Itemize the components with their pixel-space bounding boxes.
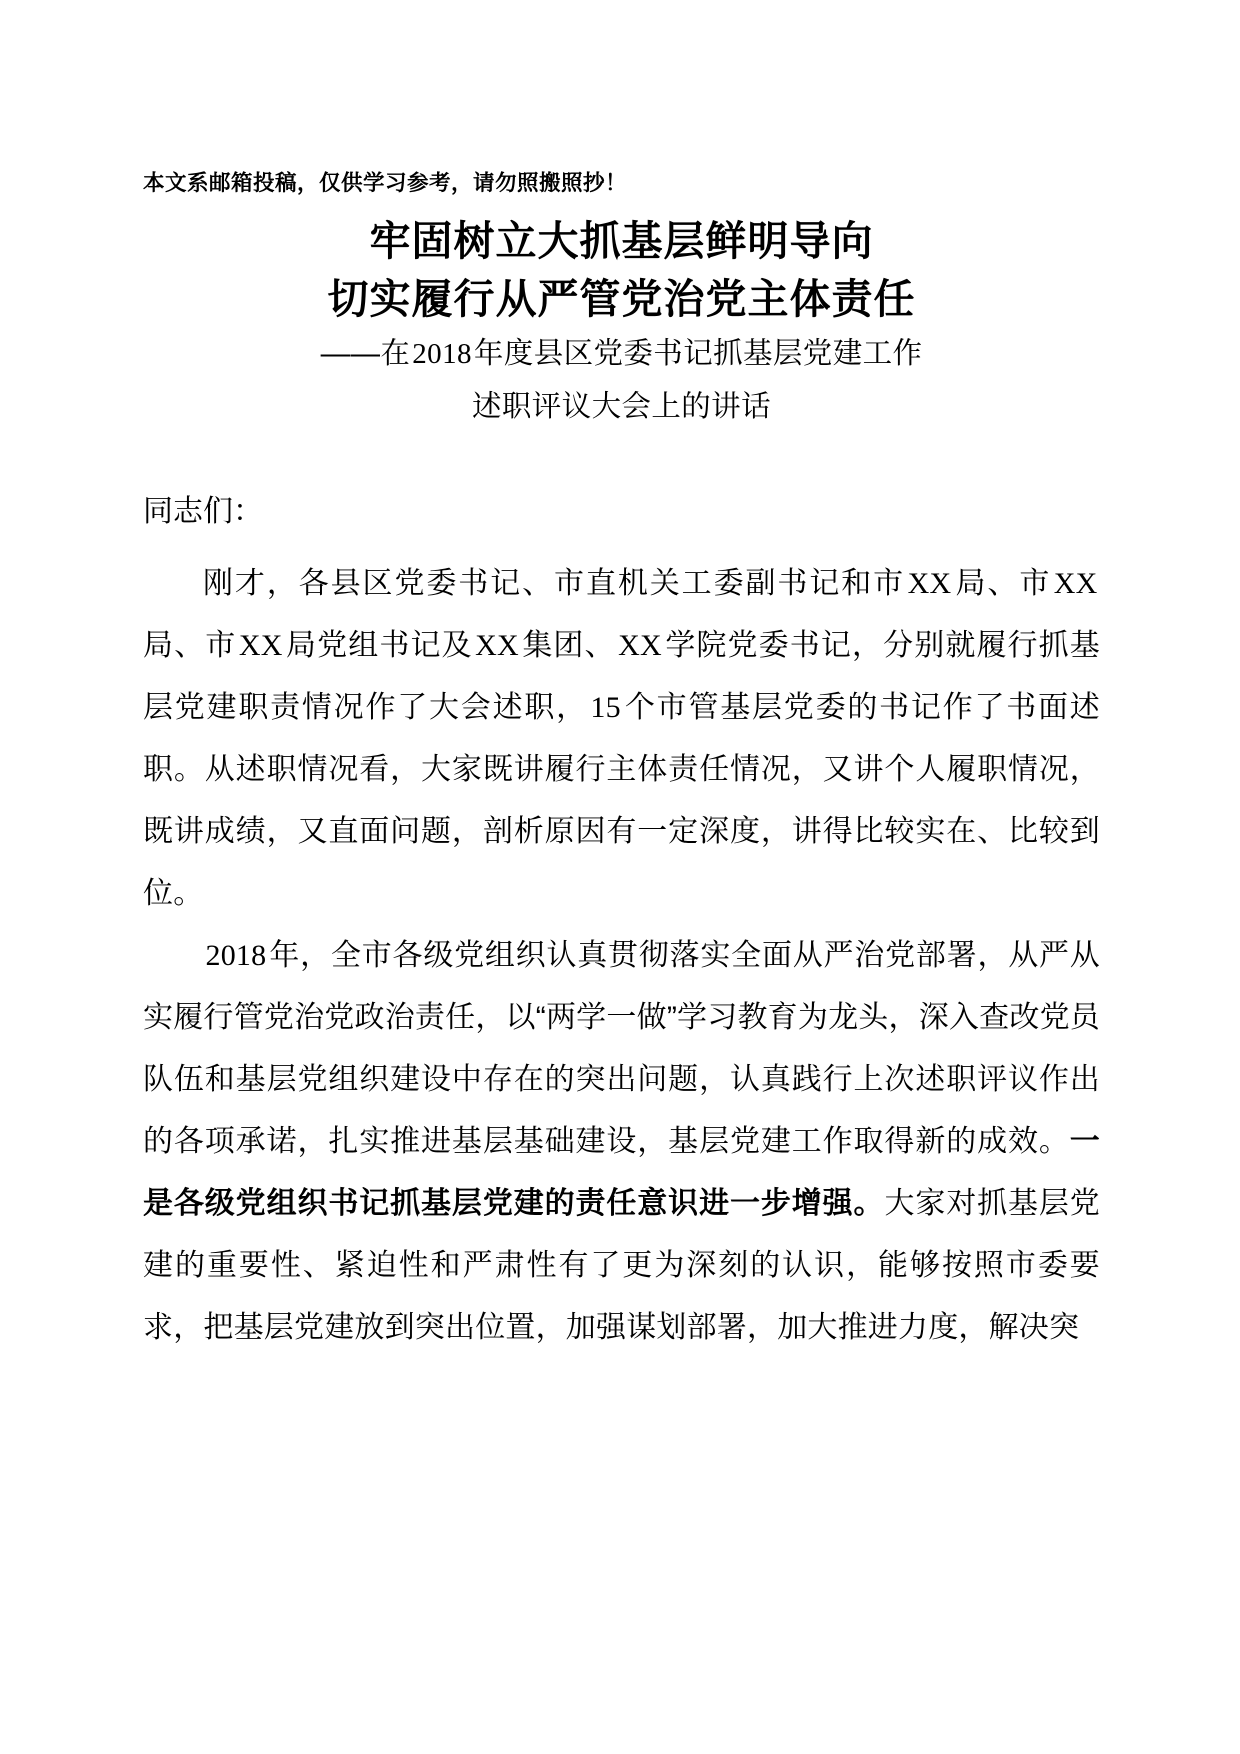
latin-run: XX: [1053, 567, 1098, 601]
bold-emphasis-run: 一是各级党组织书记抓基层党建的责任意识进一步增强。: [143, 1125, 1100, 1221]
latin-run: XX: [618, 629, 662, 663]
salutation: 同志们：: [143, 495, 263, 529]
title-body-spacer: [143, 433, 1100, 497]
latin-run: 2018: [205, 939, 267, 973]
text-run: 局党组书记及: [285, 629, 473, 663]
text-run: 学院党委书记，分别就履行抓基层党建职责情况作了大会述职，: [143, 629, 1100, 725]
text-run: 个市管基层党委的书记作了书面述职。从述职情况看，大家既讲履行主体责任情况，又讲个人履职情况，既讲成绩，又直面问题，剖析原因有一定深度，讲得比较实在、比较到位。: [143, 691, 1100, 911]
latin-run: 15: [590, 691, 621, 725]
subtitle-prefix: ——在: [320, 337, 411, 371]
notice-line: 本文系邮箱投稿，仅供学习参考，请勿照搬照抄！: [143, 171, 628, 195]
subtitle-year: 2018: [412, 338, 472, 371]
text-run: 集团、: [521, 629, 616, 663]
subtitle-suffix: 年度县区党委书记抓基层党建工作: [473, 337, 923, 371]
latin-run: XX: [907, 567, 952, 601]
document-subtitle-line-2: 述职评议大会上的讲话: [471, 389, 771, 423]
body-paragraph: [143, 553, 1100, 925]
latin-run: XX: [475, 629, 519, 663]
document-subtitle-line-1: [143, 328, 1100, 381]
title-block: [143, 212, 1100, 434]
text-run: 局、市: [143, 629, 237, 663]
text-run: 年，全市各级党组织认真贯彻落实全面从严治党部署，从严从实履行管党治党政治责任，以“两学一做”学习教育为龙头，深入查改党员队伍和基层党组织建设中存在的突出问题，认真践行上次述职评议作出的各项承诺，扎实推进基层基础建设，基层党建工作取得新的成效。: [143, 939, 1100, 1159]
text-run: 局、市: [953, 567, 1052, 601]
document-title-line-2: 切实履行从严管党治党主体责任: [327, 276, 916, 323]
latin-run: XX: [238, 629, 283, 663]
body-paragraphs: [143, 553, 1100, 1359]
text-run: 刚才，各县区党委书记、市直机关工委副书记和市: [203, 567, 906, 601]
document-title-line-1: 牢固树立大抓基层鲜明导向: [369, 217, 874, 264]
body-paragraph: [143, 925, 1100, 1359]
text-run: 大家对抓基层党建的重要性、紧迫性和严肃性有了更为深刻的认识，能够按照市委要求，把基层党建放到突出位置，加强谋划部署，加大推进力度，解决突: [143, 1187, 1100, 1345]
